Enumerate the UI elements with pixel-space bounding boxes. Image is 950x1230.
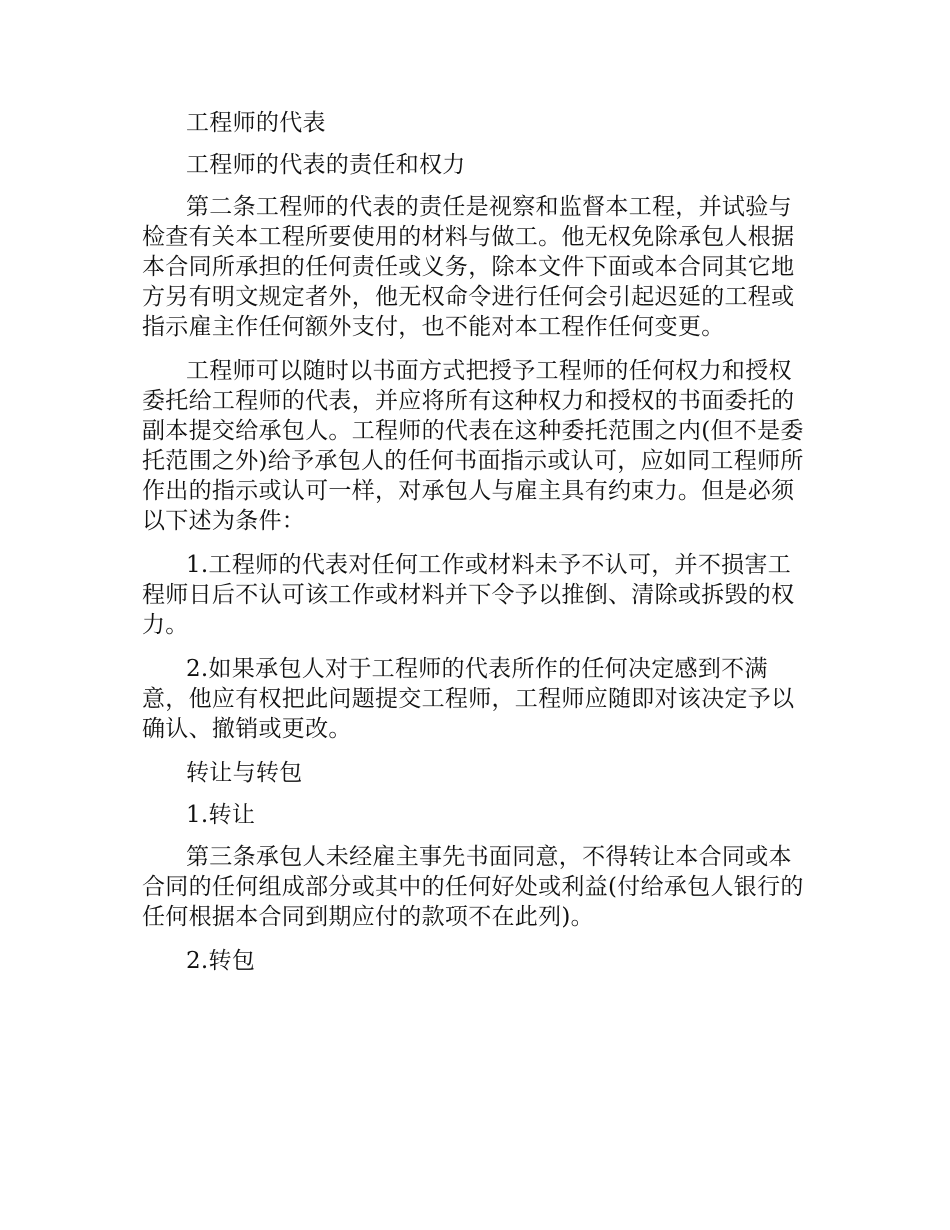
condition-2-paragraph: 2.如果承包人对于工程师的代表所作的任何决定感到不满意，他应有权把此问题提交工程师，工程师应随即对该决定予以确认、撤销或更改。: [142, 656, 795, 742]
assignment-heading: 转让与转包: [186, 760, 303, 786]
assignment-subheading: 1.转让: [186, 802, 256, 828]
document-page: [142, 108, 814, 988]
subcontract-subheading: 2.转包: [186, 948, 256, 974]
article-2-paragraph: 第二条工程师的代表的责任是视察和监督本工程，并试验与检查有关本工程所要使用的材料与做工。他无权免除承包人根据本合同所承担的任何责任或义务，除本文件下面或本合同其它地方另有明文规定者外，他无权命令进行任何会引起迟延的工程或指示雇主作任何额外支付，也不能对本工程作任何变更。: [142, 194, 795, 340]
condition-1-paragraph: 1.工程师的代表对任何工作或材料未予不认可，并不损害工程师日后不认可该工作或材料并下令予以推倒、清除或拆毁的权力。: [142, 552, 795, 638]
delegation-paragraph: 工程师可以随时以书面方式把授予工程师的任何权力和授权委托给工程师的代表，并应将所有这种权力和授权的书面委托的副本提交给承包人。工程师的代表在这种委托范围之内(但不是委托范围之外)给予承包人的任何书面指示或认可，应如同工程师所作出的指示或认可一样，对承包人与雇主具有约束力。但是必须以下述为条件：: [142, 358, 804, 534]
section-heading: 工程师的代表: [186, 110, 326, 136]
article-3-paragraph: 第三条承包人未经雇主事先书面同意，不得转让本合同或本合同的任何组成部分或其中的任何好处或利益(付给承包人银行的任何根据本合同到期应付的款项不在此列)。: [142, 844, 804, 930]
subsection-heading: 工程师的代表的责任和权力: [186, 152, 466, 178]
